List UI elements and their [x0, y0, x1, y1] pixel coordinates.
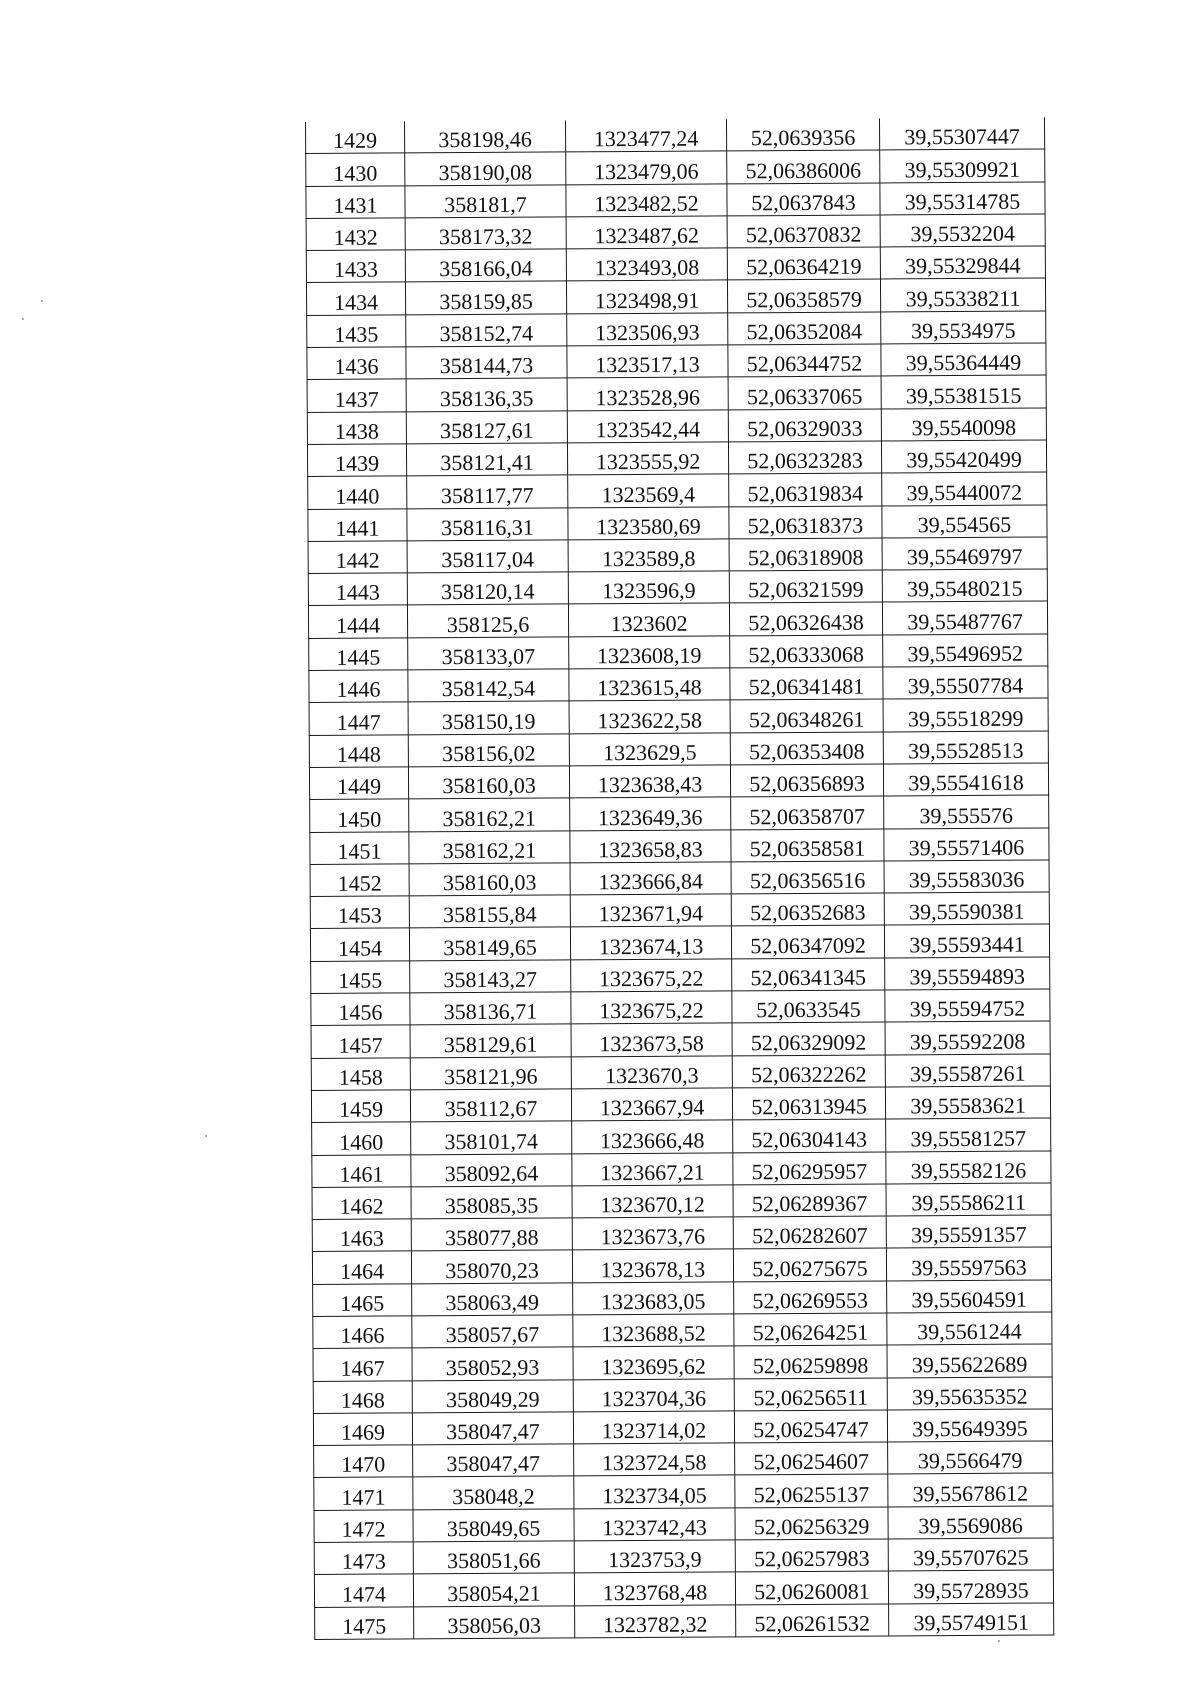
x-coordinate-cell: 358112,67 — [410, 1089, 571, 1122]
table-row — [307, 375, 1046, 412]
y-coordinate-cell: 1323675,22 — [571, 959, 732, 992]
latitude-cell: 52,06289367 — [733, 1184, 886, 1217]
point-number-cell: 1432 — [306, 218, 405, 251]
longitude-cell: 39,55594893 — [885, 957, 1050, 990]
longitude-cell: 39,55583036 — [884, 860, 1049, 893]
table-row — [307, 311, 1046, 348]
point-number-cell: 1439 — [307, 444, 406, 477]
latitude-cell: 52,06341345 — [732, 958, 885, 991]
point-number-cell: 1474 — [314, 1574, 413, 1607]
longitude-cell: 39,55338211 — [880, 278, 1045, 311]
x-coordinate-cell: 358162,21 — [409, 798, 570, 831]
point-number-cell: 1460 — [312, 1122, 411, 1155]
table-row — [311, 989, 1050, 1026]
y-coordinate-cell: 1323666,84 — [570, 862, 731, 895]
latitude-cell: 52,06256329 — [735, 1507, 888, 1540]
table-row — [306, 149, 1045, 186]
table-row — [311, 1054, 1050, 1091]
table-row — [308, 505, 1047, 542]
latitude-cell: 52,06259898 — [734, 1345, 887, 1378]
y-coordinate-cell: 1323673,76 — [572, 1217, 733, 1250]
table-row — [312, 1215, 1051, 1252]
point-number-cell: 1464 — [312, 1251, 411, 1284]
point-number-cell: 1442 — [308, 541, 407, 574]
latitude-cell: 52,06319834 — [729, 473, 882, 506]
point-number-cell: 1463 — [312, 1219, 411, 1252]
longitude-cell: 39,5540098 — [881, 408, 1046, 441]
x-coordinate-cell: 358181,7 — [405, 185, 566, 218]
x-coordinate-cell: 358144,73 — [406, 346, 567, 379]
longitude-cell: 39,55592208 — [885, 1021, 1050, 1054]
y-coordinate-cell: 1323704,36 — [573, 1378, 734, 1411]
y-coordinate-cell: 1323782,32 — [575, 1605, 736, 1638]
point-number-cell: 1459 — [311, 1090, 410, 1123]
point-number-cell: 1453 — [310, 896, 409, 929]
latitude-cell: 52,06318373 — [729, 506, 882, 539]
y-coordinate-cell: 1323542,44 — [567, 410, 728, 443]
latitude-cell: 52,06295957 — [733, 1151, 886, 1184]
table-row — [307, 440, 1046, 477]
latitude-cell: 52,06257983 — [735, 1539, 888, 1572]
table-row — [308, 537, 1047, 574]
x-coordinate-cell: 358101,74 — [411, 1121, 572, 1154]
longitude-cell: 39,55541618 — [883, 763, 1048, 796]
table-row — [308, 601, 1047, 638]
coordinates-table — [305, 117, 1054, 1639]
point-number-cell: 1461 — [312, 1154, 411, 1187]
point-number-cell: 1443 — [308, 573, 407, 606]
x-coordinate-cell: 358152,74 — [406, 314, 567, 347]
latitude-cell: 52,06358707 — [731, 796, 884, 829]
table-row — [311, 1086, 1050, 1123]
x-coordinate-cell: 358136,71 — [410, 992, 571, 1025]
latitude-cell: 52,0637843 — [727, 183, 880, 216]
point-number-cell: 1452 — [310, 864, 409, 897]
y-coordinate-cell: 1323768,48 — [574, 1572, 735, 1605]
y-coordinate-cell: 1323487,62 — [566, 216, 727, 249]
latitude-cell: 52,06370832 — [727, 215, 880, 248]
x-coordinate-cell: 358121,41 — [406, 443, 567, 476]
point-number-cell: 1437 — [307, 379, 406, 412]
y-coordinate-cell: 1323695,62 — [573, 1346, 734, 1379]
table-row — [310, 860, 1049, 897]
y-coordinate-cell: 1323555,92 — [567, 442, 728, 475]
latitude-cell: 52,06313945 — [732, 1087, 885, 1120]
latitude-cell: 52,06347092 — [731, 925, 884, 958]
table-row — [313, 1377, 1052, 1414]
longitude-cell: 39,55581257 — [886, 1118, 1051, 1151]
y-coordinate-cell: 1323667,21 — [572, 1152, 733, 1185]
y-coordinate-cell: 1323629,5 — [569, 733, 730, 766]
longitude-cell: 39,55314785 — [880, 182, 1045, 215]
latitude-cell: 52,06386006 — [727, 150, 880, 183]
x-coordinate-cell: 358142,54 — [408, 669, 569, 702]
longitude-cell: 39,55587261 — [885, 1054, 1050, 1087]
y-coordinate-cell: 1323667,94 — [571, 1088, 732, 1121]
table-row — [310, 892, 1049, 929]
y-coordinate-cell: 1323638,43 — [569, 765, 730, 798]
y-coordinate-cell: 1323724,58 — [574, 1443, 735, 1476]
table-row — [312, 1247, 1051, 1284]
table-row — [309, 698, 1048, 735]
latitude-cell: 52,06358581 — [731, 829, 884, 862]
table-row — [306, 117, 1045, 153]
table-row — [306, 278, 1045, 315]
longitude-cell: 39,55381515 — [881, 375, 1046, 408]
x-coordinate-cell: 358085,35 — [411, 1186, 572, 1219]
x-coordinate-cell: 358162,21 — [409, 830, 570, 863]
longitude-cell: 39,55604591 — [887, 1280, 1052, 1313]
table-row — [309, 731, 1048, 768]
table-row — [312, 1183, 1051, 1220]
y-coordinate-cell: 1323477,24 — [565, 119, 726, 152]
y-coordinate-cell: 1323649,36 — [570, 797, 731, 830]
latitude-cell: 52,06261532 — [736, 1604, 889, 1637]
latitude-cell: 52,0639356 — [726, 118, 879, 151]
x-coordinate-cell: 358057,67 — [412, 1315, 573, 1348]
x-coordinate-cell: 358049,65 — [413, 1509, 574, 1542]
point-number-cell: 1436 — [307, 347, 406, 380]
latitude-cell: 52,06322262 — [732, 1055, 885, 1088]
y-coordinate-cell: 1323528,96 — [567, 377, 728, 410]
table-row — [314, 1506, 1053, 1543]
y-coordinate-cell: 1323506,93 — [567, 313, 728, 346]
y-coordinate-cell: 1323670,3 — [571, 1056, 732, 1089]
x-coordinate-cell: 358049,29 — [412, 1379, 573, 1412]
latitude-cell: 52,06329033 — [728, 409, 881, 442]
point-number-cell: 1435 — [307, 315, 406, 348]
y-coordinate-cell: 1323615,48 — [569, 668, 730, 701]
coordinates-table-body — [306, 117, 1054, 1639]
table-row — [314, 1473, 1053, 1510]
longitude-cell: 39,55480215 — [882, 569, 1047, 602]
x-coordinate-cell: 358048,2 — [413, 1476, 574, 1509]
longitude-cell: 39,5532204 — [880, 214, 1045, 247]
longitude-cell: 39,55440072 — [882, 472, 1047, 505]
longitude-cell: 39,55597563 — [886, 1247, 1051, 1280]
x-coordinate-cell: 358149,65 — [409, 927, 570, 960]
table-row — [306, 214, 1045, 251]
latitude-cell: 52,06255137 — [735, 1474, 888, 1507]
longitude-cell: 39,55649395 — [887, 1409, 1052, 1442]
longitude-cell: 39,55622689 — [887, 1344, 1052, 1377]
latitude-cell: 52,06348261 — [730, 699, 883, 732]
table-row — [310, 828, 1049, 865]
y-coordinate-cell: 1323608,19 — [569, 636, 730, 669]
x-coordinate-cell: 358054,21 — [413, 1573, 574, 1606]
latitude-cell: 52,06341481 — [730, 667, 883, 700]
latitude-cell: 52,06264251 — [734, 1313, 887, 1346]
longitude-cell: 39,55420499 — [881, 440, 1046, 473]
x-coordinate-cell: 358160,03 — [409, 863, 570, 896]
y-coordinate-cell: 1323674,13 — [570, 926, 731, 959]
latitude-cell: 52,06352084 — [728, 312, 881, 345]
point-number-cell: 1456 — [311, 993, 410, 1026]
x-coordinate-cell: 358173,32 — [405, 217, 566, 250]
x-coordinate-cell: 358121,96 — [410, 1057, 571, 1090]
latitude-cell: 52,06353408 — [730, 732, 883, 765]
latitude-cell: 52,06260081 — [735, 1571, 888, 1604]
y-coordinate-cell: 1323596,9 — [568, 571, 729, 604]
table-row — [314, 1538, 1053, 1575]
longitude-cell: 39,55518299 — [883, 698, 1048, 731]
y-coordinate-cell: 1323589,8 — [568, 539, 729, 572]
point-number-cell: 1457 — [311, 1025, 410, 1058]
point-number-cell: 1471 — [314, 1477, 413, 1510]
point-number-cell: 1468 — [313, 1380, 412, 1413]
x-coordinate-cell: 358133,07 — [408, 637, 569, 670]
y-coordinate-cell: 1323683,05 — [573, 1282, 734, 1315]
x-coordinate-cell: 358125,6 — [407, 604, 568, 637]
longitude-cell: 39,5534975 — [881, 311, 1046, 344]
point-number-cell: 1462 — [312, 1187, 411, 1220]
latitude-cell: 52,06269553 — [734, 1281, 887, 1314]
longitude-cell: 39,55487767 — [882, 601, 1047, 634]
table-row — [306, 246, 1045, 283]
longitude-cell: 39,5561244 — [887, 1312, 1052, 1345]
longitude-cell: 39,55571406 — [884, 828, 1049, 861]
x-coordinate-cell: 358116,31 — [407, 507, 568, 540]
y-coordinate-cell: 1323714,02 — [573, 1411, 734, 1444]
latitude-cell: 52,06254607 — [735, 1442, 888, 1475]
table-row — [307, 408, 1046, 445]
longitude-cell: 39,5569086 — [888, 1506, 1053, 1539]
latitude-cell: 52,06318908 — [729, 538, 882, 571]
point-number-cell: 1434 — [306, 282, 405, 315]
scan-speck — [22, 318, 24, 320]
table-row — [307, 343, 1046, 380]
y-coordinate-cell: 1323673,58 — [571, 1023, 732, 1056]
latitude-cell: 52,0633545 — [732, 990, 885, 1023]
x-coordinate-cell: 358077,88 — [411, 1218, 572, 1251]
y-coordinate-cell: 1323602 — [568, 603, 729, 636]
x-coordinate-cell: 358190,08 — [405, 152, 566, 185]
point-number-cell: 1445 — [309, 638, 408, 671]
longitude-cell: 39,554565 — [882, 505, 1047, 538]
latitude-cell: 52,06326438 — [729, 602, 882, 635]
longitude-cell: 39,55594752 — [885, 989, 1050, 1022]
table-row — [312, 1118, 1051, 1155]
longitude-cell: 39,55496952 — [883, 634, 1048, 667]
longitude-cell: 39,55582126 — [886, 1150, 1051, 1183]
longitude-cell: 39,55307447 — [879, 117, 1044, 150]
longitude-cell: 39,55586211 — [886, 1183, 1051, 1216]
scan-speck — [205, 1135, 207, 1137]
table-row — [313, 1344, 1052, 1381]
latitude-cell: 52,06275675 — [733, 1248, 886, 1281]
y-coordinate-cell: 1323658,83 — [570, 829, 731, 862]
y-coordinate-cell: 1323580,69 — [568, 506, 729, 539]
point-number-cell: 1470 — [314, 1445, 413, 1478]
x-coordinate-cell: 358127,61 — [406, 411, 567, 444]
latitude-cell: 52,06282607 — [733, 1216, 886, 1249]
table-row — [311, 1021, 1050, 1058]
scan-speck — [41, 300, 43, 302]
point-number-cell: 1438 — [307, 412, 406, 445]
latitude-cell: 52,06256511 — [734, 1378, 887, 1411]
table-row — [308, 472, 1047, 509]
point-number-cell: 1450 — [310, 799, 409, 832]
y-coordinate-cell: 1323482,52 — [566, 184, 727, 217]
point-number-cell: 1430 — [306, 153, 405, 186]
y-coordinate-cell: 1323479,06 — [566, 151, 727, 184]
longitude-cell: 39,55707625 — [888, 1538, 1053, 1571]
y-coordinate-cell: 1323569,4 — [568, 474, 729, 507]
longitude-cell: 39,555576 — [884, 795, 1049, 828]
y-coordinate-cell: 1323671,94 — [570, 894, 731, 927]
table-row — [313, 1280, 1052, 1317]
point-number-cell: 1433 — [306, 250, 405, 283]
point-number-cell: 1440 — [308, 476, 407, 509]
y-coordinate-cell: 1323678,13 — [572, 1249, 733, 1282]
table-row — [309, 763, 1048, 800]
x-coordinate-cell: 358155,84 — [409, 895, 570, 928]
point-number-cell: 1448 — [309, 735, 408, 768]
latitude-cell: 52,06321599 — [729, 570, 882, 603]
x-coordinate-cell: 358047,47 — [412, 1412, 573, 1445]
table-row — [311, 957, 1050, 994]
x-coordinate-cell: 358159,85 — [405, 281, 566, 314]
table-row — [314, 1570, 1053, 1607]
latitude-cell: 52,06333068 — [730, 635, 883, 668]
longitude-cell: 39,55593441 — [884, 924, 1049, 957]
y-coordinate-cell: 1323493,08 — [566, 248, 727, 281]
y-coordinate-cell: 1323742,43 — [574, 1508, 735, 1541]
y-coordinate-cell: 1323498,91 — [566, 280, 727, 313]
point-number-cell: 1454 — [310, 928, 409, 961]
table-row — [315, 1603, 1054, 1640]
table-row — [309, 634, 1048, 671]
x-coordinate-cell: 358052,93 — [412, 1347, 573, 1380]
latitude-cell: 52,06344752 — [728, 344, 881, 377]
longitude-cell: 39,55728935 — [888, 1570, 1053, 1603]
longitude-cell: 39,55528513 — [883, 731, 1048, 764]
point-number-cell: 1466 — [313, 1316, 412, 1349]
x-coordinate-cell: 358117,04 — [407, 540, 568, 573]
point-number-cell: 1431 — [306, 185, 405, 218]
longitude-cell: 39,55309921 — [880, 149, 1045, 182]
longitude-cell: 39,55678612 — [888, 1473, 1053, 1506]
latitude-cell: 52,06254747 — [734, 1410, 887, 1443]
point-number-cell: 1473 — [314, 1542, 413, 1575]
table-row — [313, 1409, 1052, 1446]
longitude-cell: 39,55583621 — [885, 1086, 1050, 1119]
point-number-cell: 1469 — [313, 1413, 412, 1446]
point-number-cell: 1449 — [309, 767, 408, 800]
x-coordinate-cell: 358156,02 — [408, 734, 569, 767]
y-coordinate-cell: 1323688,52 — [573, 1314, 734, 1347]
x-coordinate-cell: 358117,77 — [407, 475, 568, 508]
table-row — [313, 1312, 1052, 1349]
longitude-cell: 39,55364449 — [881, 343, 1046, 376]
point-number-cell: 1472 — [314, 1510, 413, 1543]
latitude-cell: 52,06356893 — [730, 764, 883, 797]
table-row — [310, 924, 1049, 961]
x-coordinate-cell: 358129,61 — [410, 1024, 571, 1057]
longitude-cell: 39,55749151 — [889, 1603, 1054, 1636]
x-coordinate-cell: 358051,66 — [413, 1541, 574, 1574]
longitude-cell: 39,55469797 — [882, 537, 1047, 570]
x-coordinate-cell: 358092,64 — [411, 1153, 572, 1186]
latitude-cell: 52,06356516 — [731, 861, 884, 894]
longitude-cell: 39,55507784 — [883, 666, 1048, 699]
latitude-cell: 52,06329092 — [732, 1022, 885, 1055]
point-number-cell: 1475 — [315, 1607, 414, 1640]
point-number-cell: 1447 — [309, 702, 408, 735]
table-row — [314, 1441, 1053, 1478]
y-coordinate-cell: 1323666,48 — [572, 1120, 733, 1153]
x-coordinate-cell: 358063,49 — [412, 1283, 573, 1316]
scan-speck — [998, 1640, 1000, 1642]
latitude-cell: 52,06323283 — [728, 441, 881, 474]
point-number-cell: 1465 — [313, 1284, 412, 1317]
table-row — [312, 1150, 1051, 1187]
point-number-cell: 1458 — [311, 1057, 410, 1090]
x-coordinate-cell: 358160,03 — [408, 766, 569, 799]
x-coordinate-cell: 358120,14 — [407, 572, 568, 605]
y-coordinate-cell: 1323734,05 — [574, 1475, 735, 1508]
table-row — [309, 666, 1048, 703]
longitude-cell: 39,55329844 — [880, 246, 1045, 279]
x-coordinate-cell: 358047,47 — [413, 1444, 574, 1477]
point-number-cell: 1467 — [313, 1348, 412, 1381]
latitude-cell: 52,06358579 — [727, 279, 880, 312]
y-coordinate-cell: 1323753,9 — [574, 1540, 735, 1573]
latitude-cell: 52,06352683 — [731, 893, 884, 926]
x-coordinate-cell: 358136,35 — [406, 378, 567, 411]
x-coordinate-cell: 358166,04 — [405, 249, 566, 282]
point-number-cell: 1429 — [306, 121, 405, 153]
x-coordinate-cell: 358150,19 — [408, 701, 569, 734]
latitude-cell: 52,06364219 — [727, 247, 880, 280]
x-coordinate-cell: 358143,27 — [410, 960, 571, 993]
point-number-cell: 1451 — [310, 831, 409, 864]
y-coordinate-cell: 1323675,22 — [571, 991, 732, 1024]
x-coordinate-cell: 358056,03 — [414, 1606, 575, 1639]
table-row — [308, 569, 1047, 606]
x-coordinate-cell: 358198,46 — [404, 120, 565, 153]
y-coordinate-cell: 1323622,58 — [569, 700, 730, 733]
x-coordinate-cell: 358070,23 — [411, 1250, 572, 1283]
longitude-cell: 39,5566479 — [888, 1441, 1053, 1474]
latitude-cell: 52,06304143 — [733, 1119, 886, 1152]
point-number-cell: 1455 — [311, 961, 410, 994]
y-coordinate-cell: 1323670,12 — [572, 1185, 733, 1218]
table-row — [306, 182, 1045, 219]
longitude-cell: 39,55635352 — [887, 1377, 1052, 1410]
longitude-cell: 39,55590381 — [884, 892, 1049, 925]
point-number-cell: 1441 — [308, 508, 407, 541]
point-number-cell: 1444 — [308, 605, 407, 638]
y-coordinate-cell: 1323517,13 — [567, 345, 728, 378]
latitude-cell: 52,06337065 — [728, 376, 881, 409]
longitude-cell: 39,55591357 — [886, 1215, 1051, 1248]
point-number-cell: 1446 — [309, 670, 408, 703]
table-row — [310, 795, 1049, 832]
